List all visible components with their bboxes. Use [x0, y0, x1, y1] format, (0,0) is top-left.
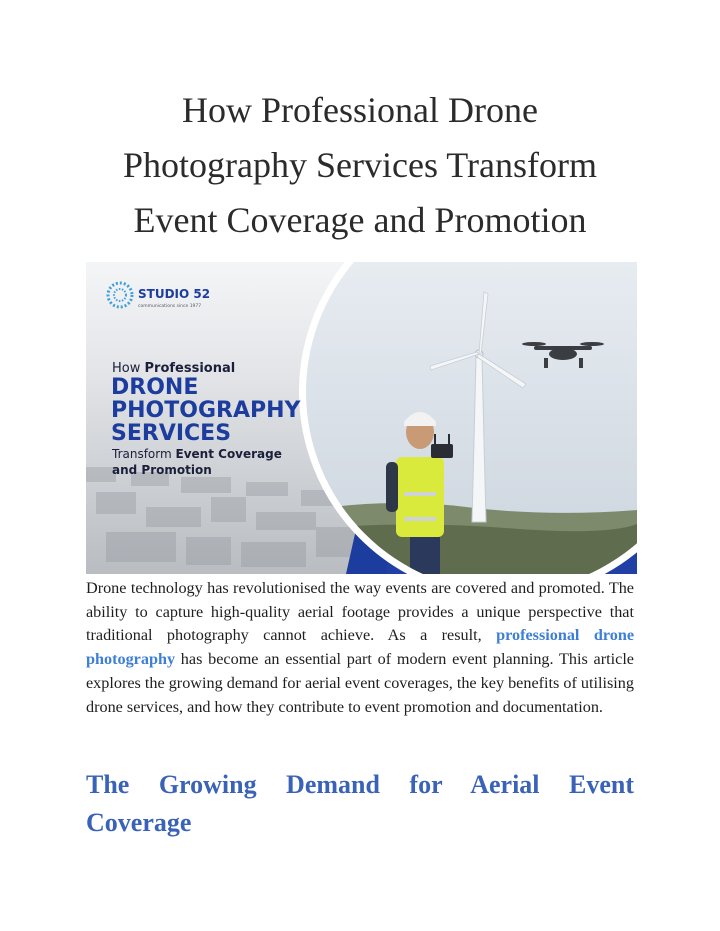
section-heading-line-2: Coverage — [86, 808, 192, 837]
drone-photography-link[interactable]: professional drone photography — [86, 626, 635, 669]
hero-headline-drone: DRONE — [111, 375, 199, 400]
hero-banner-image — [86, 262, 637, 574]
hero-headline-line-1: How Professional — [112, 361, 236, 376]
hero-headline-promotion: and Promotion — [112, 463, 212, 477]
logo-tagline: communications since 1977 — [138, 304, 202, 309]
section-heading — [86, 766, 634, 842]
hero-headline-services: SERVICES — [111, 421, 232, 446]
intro-text-part-1: Drone technology has revolutionised the way events are covered and promoted. The ability to capture high-quality aerial footage provides a unique perspective that traditional photography cannot achieve. As a result, — [86, 579, 634, 645]
title-line-3: Event Coverage and Promotion — [133, 200, 587, 240]
title-line-1: How Professional Drone — [182, 90, 538, 130]
logo-name: STUDIO 52 — [138, 287, 211, 301]
section-heading-line-1: The Growing Demand for Aerial Event — [86, 770, 634, 799]
hero-headline-transform: Transform Event Coverage — [112, 447, 282, 461]
page-title — [60, 83, 660, 248]
title-line-2: Photography Services Transform — [123, 145, 597, 185]
hero-banner-illustration — [86, 262, 637, 574]
intro-paragraph — [86, 577, 634, 719]
hero-headline-photography: PHOTOGRAPHY — [111, 398, 301, 423]
intro-text-part-2: has become an essential part of modern event planning. This article explores the growing demand for aerial event coverages, the key benefits of utilising drone services, and how they contribute to event promotion and documentation. — [86, 650, 634, 716]
